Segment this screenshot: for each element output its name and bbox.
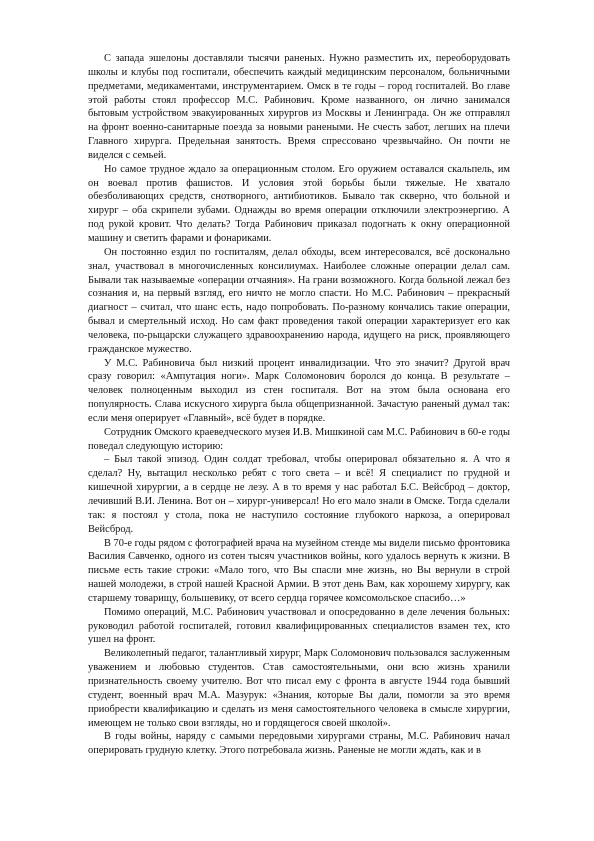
paragraph: У М.С. Рабиновича был низкий процент инвалидизации. Что это значит? Другой врач сразу говорил: «Ампутация ноги». Марк Соломонович боролся до конца. В результате – человек полноценным выходил из стен госпиталя. Вот на этом была основана его популярность. Слава искусного хирурга была общепризнанной. Зачастую раненый думал так: если меня оперирует «Главный», всё будет в порядке. [88,357,510,424]
paragraph: В 70-е годы рядом с фотографией врача на музейном стенде мы видели письмо фронтовика Василия Савченко, одного из сотен тысяч участников войны, кого удалось вернуть к жизни. В письме есть такие строки: «Мало того, что Вы спасли мне жизнь, но Вы вернули в строй нашей молодежи, в строй нашей Красной Армии. В этот день Вам, как хорошему хирургу, как старшему товарищу, большевику, от всего сердца горячее комсомольское спасибо…» [88,537,510,604]
paragraph: Он постоянно ездил по госпиталям, делал обходы, всем интересовался, всё досконально знал, участвовал в многочисленных консилиумах. Наиболее сложные операции делал сам. Бывали так называемые «операции отчаяния». На грани возможного. Когда больной лежал без сознания и, на первый взгляд, его ничто не могло спасти. Но М.С. Рабинович – прекрасный диагност – считал, что шанс есть, надо попробовать. По-разному кончались такие операции, бывал и смертельный исход. Но сам факт проведения такой операции характеризует его как человека, по-рыцарски служащего здравоохранению народа, идущего на риск, проявляющего гражданское мужество. [88,246,510,355]
paragraph: – Был такой эпизод. Один солдат требовал, чтобы оперировал обязательно я. А что я сделал? Ну, вытащил несколько ребят с того света – и всё! Я специалист по грудной и кишечной хирургии, а в сердце не лезу. А в то время у нас работал Б.С. Вейсброд – доктор, лечивший В.И. Ленина. Вот он – хирург-универсал! Но его мало знали в Омске. Тогда сделали так: я постоял у стола, пока не наступило состояние глубокого наркоза, а оперировал Вейсброд. [88,454,510,535]
paragraph: Но самое трудное ждало за операционным столом. Его оружием оставался скальпель, им он воевал против фашистов. И условия этой борьбы были тяжелые. Не хватало обезболивающих средств, снотворного, антибиотиков. Бывало так скверно, что больной и хирург – оба скрипели зубами. Однажды во время операции отключили электроэнергию. А под рукой кровит. Что делать? Тогда Рабинович приказал подогнать к окну операционной машину и светить фарами и фонариками. [88,163,510,244]
paragraph: Сотрудник Омского краеведческого музея И.В. Мишкиной сам М.С. Рабинович в 60-е годы поведал следующую историю: [88,426,510,452]
paragraph: С запада эшелоны доставляли тысячи раненых. Нужно разместить их, переоборудовать школы и клубы под госпитали, обеспечить каждый медицинским персоналом, больничными предметами, медикаментами, инструментарием. Омск в те годы – город госпиталей. Во главе этой работы стоял профессор М.С. Рабинович. Кроме названного, он лично занимался бытовым устройством эвакуированных хирургов из Москвы и Ленинграда. Он же отправлял на фронт военно-санитарные поезда за новыми ранеными. Не счесть забот, легших на плечи Главного хирурга. Предельная занятость. Время спрессовано чрезвычайно. Он почти не виделся с семьей. [88,53,510,161]
paragraph: Великолепный педагог, талантливый хирург, Марк Соломонович пользовался заслуженным уважением и любовью студентов. Став самостоятельными, они всю жизнь хранили признательность своему учителю. Вот что писал ему с фронта в августе 1944 года бывший студент, военный врач М.А. Мазурук: «Знания, которые Вы дали, помогли за это время приобрести квалификацию и сделать из меня самостоятельного человека в смысле хирургии, имеющем не только свои взгляды, но и гордящегося своей школой». [88,648,510,729]
document-page [88,52,510,758]
paragraph: Помимо операций, М.С. Рабинович участвовал и опосредованно в деле лечения больных: руководил работой госпиталей, готовил квалифицированных специалистов взамен тех, кто ушел на фронт. [88,606,510,646]
paragraph: В годы войны, наряду с самыми передовыми хирургами страны, М.С. Рабинович начал оперировать грудную клетку. Этого потребовала жизнь. Раненые не могли ждать, как и в [88,731,510,757]
